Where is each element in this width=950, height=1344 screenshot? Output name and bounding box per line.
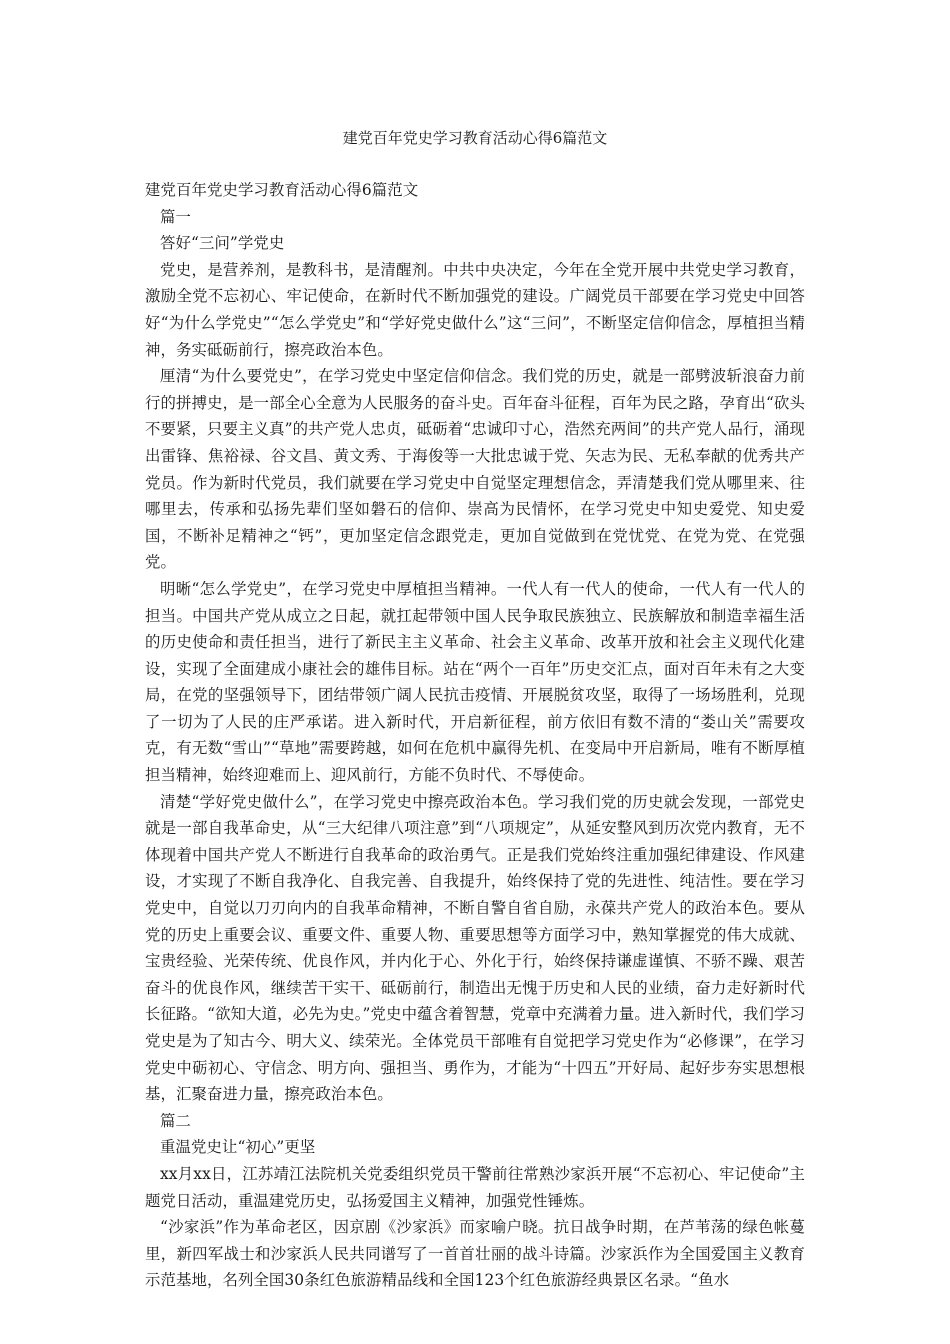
document-page [145,0,805,1294]
body-paragraph: 建党百年党史学习教育活动心得6篇范文 [145,181,419,199]
document-title: 建党百年党史学习教育活动心得6篇范文 [342,129,608,147]
body-paragraph: 明晰“怎么学党史”，在学习党史中厚植担当精神。一代人有一代人的使命，一代人有一代人的担当。中国共产党从成立之日起，就扛起带领中国人民争取民族独立、民族解放和制造幸福生活的历史使命和责任担当，进行了新民主主义革命、社会主义革命、改革开放和社会主义现代化建设，实现了全面建成小康社会的雄伟目标。站在“两个一百年”历史交汇点，面对百年未有之大变局，在党的坚强领导下，团结带领广阔人民抗击疫情、开展脱贫攻坚，取得了一场场胜利，兑现了一切为了人民的庄严承诺。进入新时代，开启新征程，前方依旧有数不清的“娄山关”需要攻克，有无数“雪山”“草地”需要跨越，如何在危机中赢得先机、在变局中开启新局，唯有不断厚植担当精神，始终迎难而上、迎风前行，方能不负时代、不辱使命。 [145,579,805,785]
body-paragraph: 篇一 [160,207,191,226]
body-paragraph: 党史，是营养剂，是教科书，是清醒剂。中共中央决定，今年在全党开展中共党史学习教育，激励全党不忘初心、牢记使命，在新时代不断加强党的建设。广阔党员干部要在学习党史中回答好“为什么学党史”“怎么学党史”和“学好党史做什么”这“三问”，不断坚定信仰信念，厚植担当精神，务实砥砺前行，擦亮政治本色。 [145,260,805,359]
body-paragraph: 厘清“为什么要党史”，在学习党史中坚定信仰信念。我们党的历史，就是一部劈波斩浪奋力前行的拼搏史，是一部全心全意为人民服务的奋斗史。百年奋斗征程，百年为民之路，孕育出“砍头不要紧，只要主义真”的共产党人忠贞，砥砺着“忠诚印寸心，浩然充两间”的共产党人品行，涌现出雷锋、焦裕禄、谷文昌、黄文秀、于海俊等一大批忠诚于党、矢志为民、无私奉献的优秀共产党员。作为新时代党员，我们就要在学习党史中自觉坚定理想信念，弄清楚我们党从哪里来、往哪里去，传承和弘扬先辈们坚如磐石的信仰、崇高为民情怀，在学习党史中知史爱党、知史爱国，不断补足精神之“钙”，更加坚定信念跟党走，更加自觉做到在党忧党、在党为党、在党强党。 [145,367,805,572]
body-paragraph: “沙家浜”作为革命老区，因京剧《沙家浜》而家喻户晓。抗日战争时期，在芦苇荡的绿色帐蔓里，新四军战士和沙家浜人民共同谱写了一首首壮丽的战斗诗篇。沙家浜作为全国爱国主义教育示范基地，名列全国30条红色旅游精品线和全国123个红色旅游经典景区名录。“鱼水 [145,1218,805,1290]
document-body [145,177,805,1294]
body-paragraph: 答好“三问”学党史 [160,234,285,253]
body-paragraph: 篇二 [160,1111,191,1130]
body-paragraph: xx月xx日，江苏靖江法院机关党委组织党员干警前往常熟沙家浜开展“不忘初心、牢记使命”主题党日活动，重温建党历史，弘扬爱国主义精神，加强党性锤炼。 [145,1164,805,1210]
body-paragraph: 清楚“学好党史做什么”，在学习党史中擦亮政治本色。学习我们党的历史就会发现，一部党史就是一部自我革命史，从“三大纪律八项注意”到“八项规定”，从延安整风到历次党内教育，无不体现着中国共产党人不断进行自我革命的政治勇气。正是我们党始终注重加强纪律建设、作风建设，才实现了不断自我净化、自我完善、自我提升，始终保持了党的先进性、纯洁性。要在学习党史中，自觉以刀刃向内的自我革命精神，不断自警自省自励，永葆共产党人的政治本色。要从党的历史上重要会议、重要文件、重要人物、重要思想等方面学习中，熟知掌握党的伟大成就、宝贵经验、光荣传统、优良作风，并内化于心、外化于行，始终保持谦虚谨慎、不骄不躁、艰苦奋斗的优良作风，继续苦干实干、砥砺前行，制造出无愧于历史和人民的业绩，奋力走好新时代长征路。“欲知大道，必先为史。”党史中蕴含着智慧，党章中充满着力量。进入新时代，我们学习党史是为了知古今、明大义、续荣光。全体党员干部唯有自觉把学习党史作为“必修课”，在学习党史中砺初心、守信念、明方向、强担当、勇作为，才能为“十四五”开好局、起好步夯实思想根基，汇聚奋进力量，擦亮政治本色。 [145,792,805,1104]
body-paragraph: 重温党史让“初心”更坚 [160,1138,316,1157]
